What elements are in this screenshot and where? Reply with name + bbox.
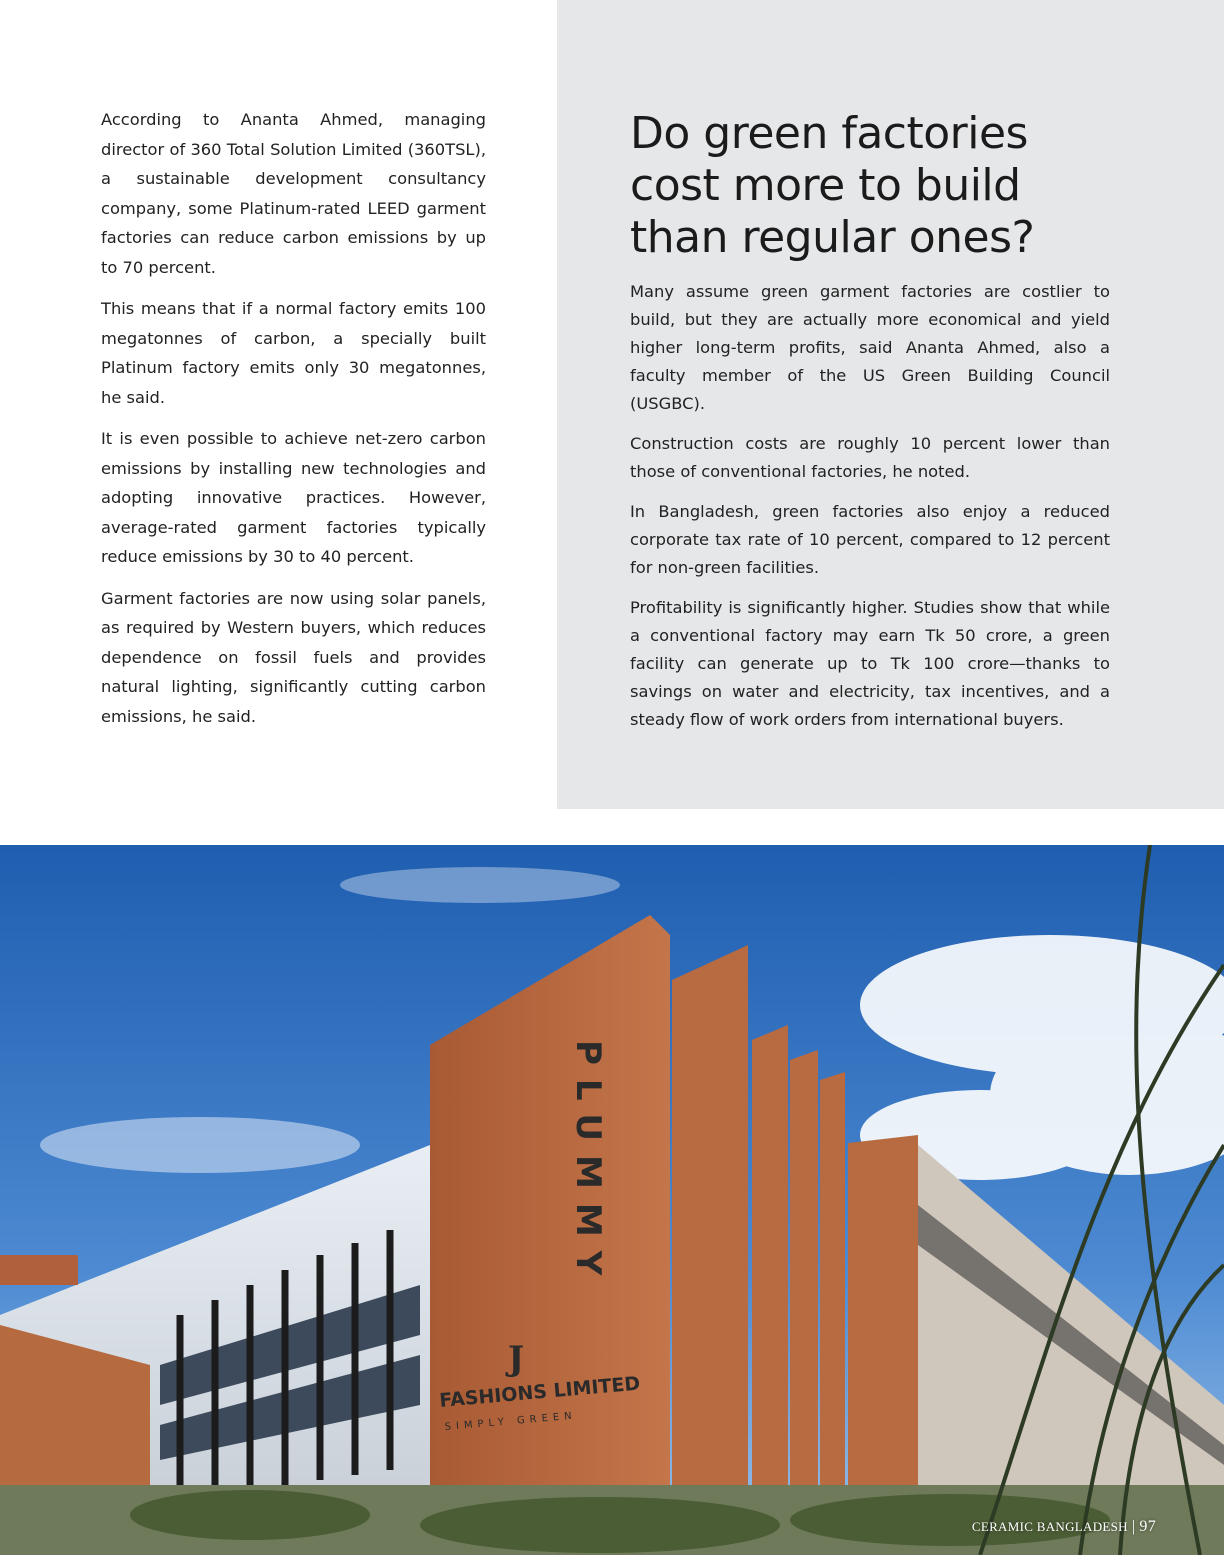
left-text-column bbox=[101, 105, 486, 743]
factory-photo bbox=[0, 845, 1224, 1555]
left-paragraph: It is even possible to achieve net-zero carbon emissions by installing new technologies and adopting innovative practices. However, average-rated garment factories typically reduce emissions by 30 to 40 percent. bbox=[101, 429, 486, 566]
sign-plummy: PLUMMY bbox=[568, 1040, 608, 1290]
left-paragraph: This means that if a normal factory emits 100 megatonnes of carbon, a specially built Platinum factory emits only 30 megatonnes, he said. bbox=[101, 299, 486, 407]
page-footer bbox=[972, 1518, 1156, 1536]
right-paragraph: Construction costs are roughly 10 percent lower than those of conventional factories, he noted. bbox=[630, 434, 1110, 481]
page-number: 97 bbox=[1139, 1518, 1156, 1535]
publication-name: CERAMIC BANGLADESH bbox=[971, 1519, 1128, 1534]
sign-company: FASHIONS LIMITED bbox=[438, 1372, 642, 1412]
right-paragraph: In Bangladesh, green factories also enjoy a reduced corporate tax rate of 10 percent, compared to 12 percent for non-green facilities. bbox=[630, 502, 1110, 577]
sign-tagline: SIMPLY GREEN bbox=[444, 1410, 578, 1433]
footer-separator: | bbox=[1131, 1518, 1136, 1535]
section-headline: Do green factories cost more to build than regular ones? bbox=[630, 108, 1035, 263]
right-paragraph: Profitability is significantly higher. Studies show that while a conventional factory may earn Tk 50 crore, a green facility can generate up to Tk 100 crore—thanks to savings on water and electricity, tax incentives, and a steady flow of work orders from international buyers. bbox=[630, 598, 1110, 729]
left-paragraph: Garment factories are now using solar panels, as required by Western buyers, which reduces dependence on fossil fuels and provides natural lighting, significantly cutting carbon emissions, he said. bbox=[101, 588, 486, 726]
right-text-column bbox=[630, 108, 1110, 746]
left-paragraph: According to Ananta Ahmed, managing director of 360 Total Solution Limited (360TSL), a sustainable development consultancy company, some Platinum-rated LEED garment factories can reduce carbon emissions by up to 70 percent. bbox=[101, 110, 486, 277]
right-paragraph: Many assume green garment factories are costlier to build, but they are actually more economical and yield higher long-term profits, said Ananta Ahmed, also a faculty member of the US Green Building Council (USGBC). bbox=[630, 282, 1110, 413]
sign-logo: J bbox=[508, 1339, 525, 1379]
